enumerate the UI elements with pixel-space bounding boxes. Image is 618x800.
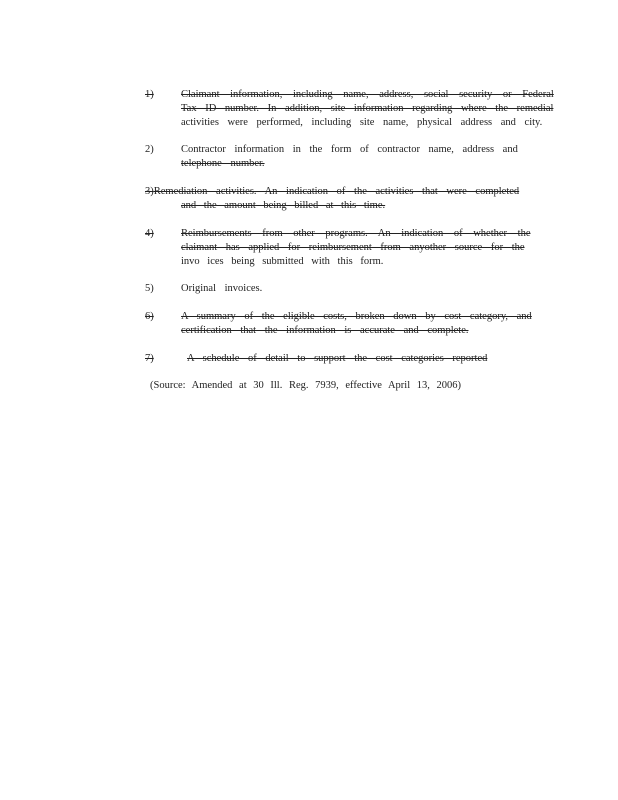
item-line	[145, 241, 537, 255]
item-line	[145, 143, 537, 157]
source-citation: (Source: Amended at 30 Ill. Reg. 7939, effective April 13, 2006)	[150, 380, 461, 391]
item-line-text: A schedule of detail to support the cost categories reported	[187, 353, 488, 364]
item-number: 6)	[145, 311, 154, 322]
item-line-text: and the amount being billed at this time.	[181, 200, 386, 211]
item-line-text: Remediation activities. An indication of the activities that were completed	[153, 186, 520, 197]
item-line	[145, 199, 537, 213]
item-line-text: Contractor information in the form of contractor name, address and	[181, 144, 518, 155]
item-line-text: activities were performed, including site name, physical address and city.	[181, 117, 543, 128]
item-line	[145, 88, 554, 102]
item-line	[145, 102, 554, 116]
item-line	[145, 352, 537, 366]
list-item-2	[145, 143, 537, 171]
item-line	[145, 116, 543, 130]
item-line	[145, 157, 537, 171]
item-line	[145, 282, 537, 296]
item-number: 7)	[145, 353, 154, 364]
item-number: 2)	[145, 144, 154, 155]
item-line-text: Claimant information, including name, address, social security or Federal	[181, 89, 554, 100]
item-line-text: A summary of the eligible costs, broken down by cost category, and	[181, 311, 532, 322]
item-line	[145, 227, 537, 241]
item-line-text: invo ices being submitted with this form.	[181, 256, 384, 267]
item-number: 5)	[145, 283, 154, 294]
list-item-1	[145, 88, 554, 130]
item-line	[145, 310, 537, 324]
item-line	[145, 255, 537, 269]
item-line-text: telephone number.	[181, 158, 265, 169]
item-line	[145, 324, 537, 338]
list-item-4	[145, 227, 537, 269]
list-item-5	[145, 282, 537, 296]
list-item-6	[145, 310, 537, 338]
list-item-3	[145, 185, 537, 213]
item-line	[145, 185, 537, 199]
item-line-text: claimant has applied for reimbursement from anyother source for the	[181, 242, 525, 253]
list-item-7	[145, 352, 537, 366]
item-number: 1)	[145, 89, 154, 100]
item-line-text: Tax ID number. In addition, site information regarding where the remedial	[181, 103, 554, 114]
item-line-text: Original invoices.	[181, 283, 263, 294]
item-line-text: certification that the information is accurate and complete.	[181, 325, 469, 336]
item-number: 4)	[145, 228, 154, 239]
item-line-text: Reimbursements from other programs. An indication of whether the	[181, 228, 531, 239]
item-number: 3)	[145, 186, 154, 197]
